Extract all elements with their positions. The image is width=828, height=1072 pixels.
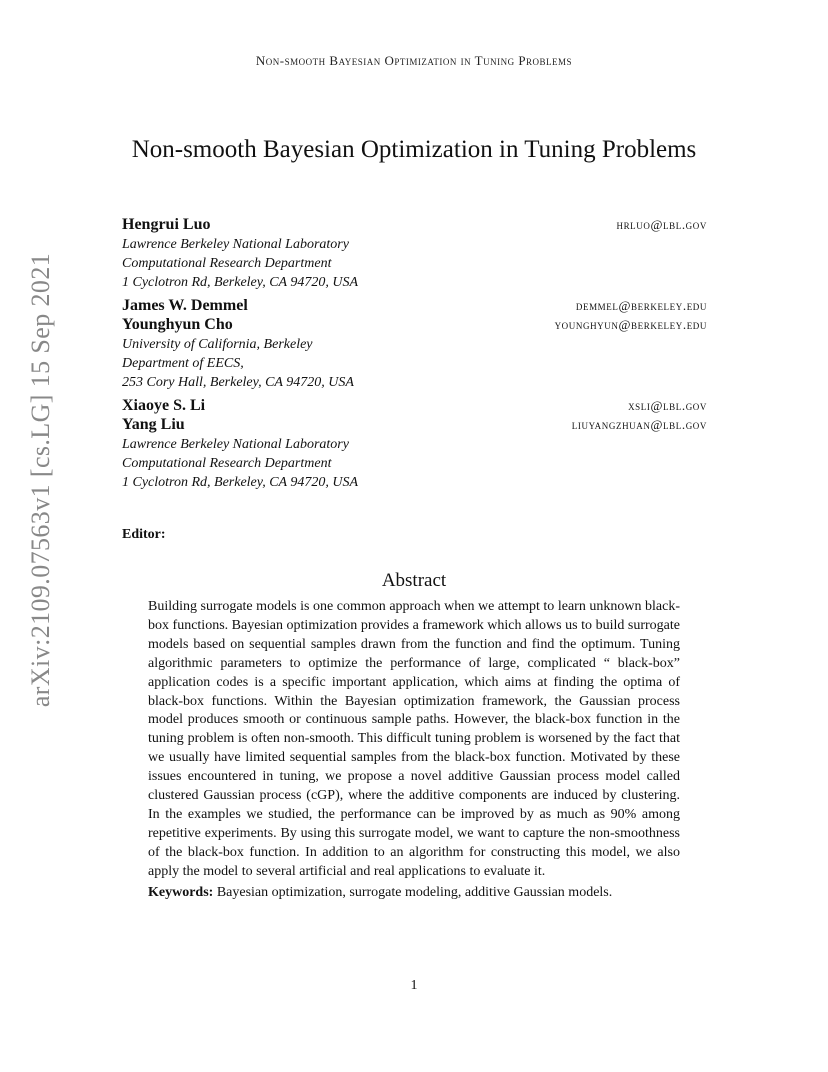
abstract-section — [148, 598, 680, 902]
author-name: James W. Demmel — [122, 297, 248, 314]
author-email: demmel@berkeley.edu — [575, 298, 707, 313]
author-block — [122, 216, 707, 497]
author-group — [122, 397, 707, 492]
author-email: younghyun@berkeley.edu — [554, 317, 707, 332]
author-email: xsli@lbl.gov — [628, 398, 707, 413]
keywords-label: Keywords: — [148, 884, 214, 900]
author-name: Yang Liu — [122, 416, 185, 433]
affiliation-line: 1 Cyclotron Rd, Berkeley, CA 94720, USA — [122, 275, 359, 290]
affiliation-line: University of California, Berkeley — [122, 337, 313, 352]
affiliation-line: 253 Cory Hall, Berkeley, CA 94720, USA — [122, 375, 354, 390]
author-group — [122, 297, 707, 392]
author-row — [122, 316, 707, 335]
abstract-heading: Abstract — [381, 570, 447, 591]
affiliation-line: Computational Research Department — [122, 456, 332, 471]
affiliation-line: 1 Cyclotron Rd, Berkeley, CA 94720, USA — [122, 475, 359, 490]
author-email: liuyangzhuan@lbl.gov — [571, 417, 707, 432]
author-email: hrluo@lbl.gov — [616, 217, 707, 232]
page-number: 1 — [410, 978, 418, 993]
author-name: Xiaoye S. Li — [122, 397, 206, 414]
author-row — [122, 397, 707, 416]
paper-title: Non-smooth Bayesian Optimization in Tuning Problems — [131, 136, 697, 163]
author-row — [122, 297, 707, 316]
arxiv-identifier-text: arXiv:2109.07563v1 [cs.LG] 15 Sep 2021 — [26, 252, 55, 708]
author-row — [122, 216, 707, 235]
keywords-text: Bayesian optimization, surrogate modeling, additive Gaussian models. — [216, 884, 613, 900]
author-name: Younghyun Cho — [122, 316, 233, 333]
keywords-line — [148, 884, 680, 902]
affiliation-line: Lawrence Berkeley National Laboratory — [122, 237, 349, 252]
abstract-text: Building surrogate models is one common approach when we attempt to learn unknown black-box functions. Bayesian optimization provides a framework which allows us to build surrogate models based on sequential samples drawn from the function and find the optimum. Tuning algorithmic parameters to optimize the performance of large, complicated “ black-box” application codes is a specific important application, which aims at finding the optima of black-box functions. Within the Bayesian optimization framework, the Gaussian process model produces smooth or continuous sample paths. However, the black-box function in the tuning problem is often non-smooth. This difficult tuning problem is worsened by the fact that we usually have limited sequential samples from the black-box function. Motivated by these issues encountered in tuning, we propose a novel additive Gaussian process model called clustered Gaussian process (cGP), where the additive components are induced by clustering. In the examples we studied, the performance can be improved by as much as 90% among repetitive experiments. By using this surrogate model, we want to capture the non-smoothness of the black-box function. In addition to an algorithm for constructing this model, we also apply the model to several artificial and real applications to evaluate it. — [148, 599, 680, 879]
affiliation-line: Department of EECS, — [122, 356, 244, 371]
affiliation-line: Lawrence Berkeley National Laboratory — [122, 437, 349, 452]
affiliation-line: Computational Research Department — [122, 256, 332, 271]
author-row — [122, 416, 707, 435]
running-head: Non-smooth Bayesian Optimization in Tuning Problems — [255, 53, 573, 68]
editor-label: Editor: — [122, 527, 166, 542]
author-group — [122, 216, 707, 292]
author-name: Hengrui Luo — [122, 216, 211, 233]
